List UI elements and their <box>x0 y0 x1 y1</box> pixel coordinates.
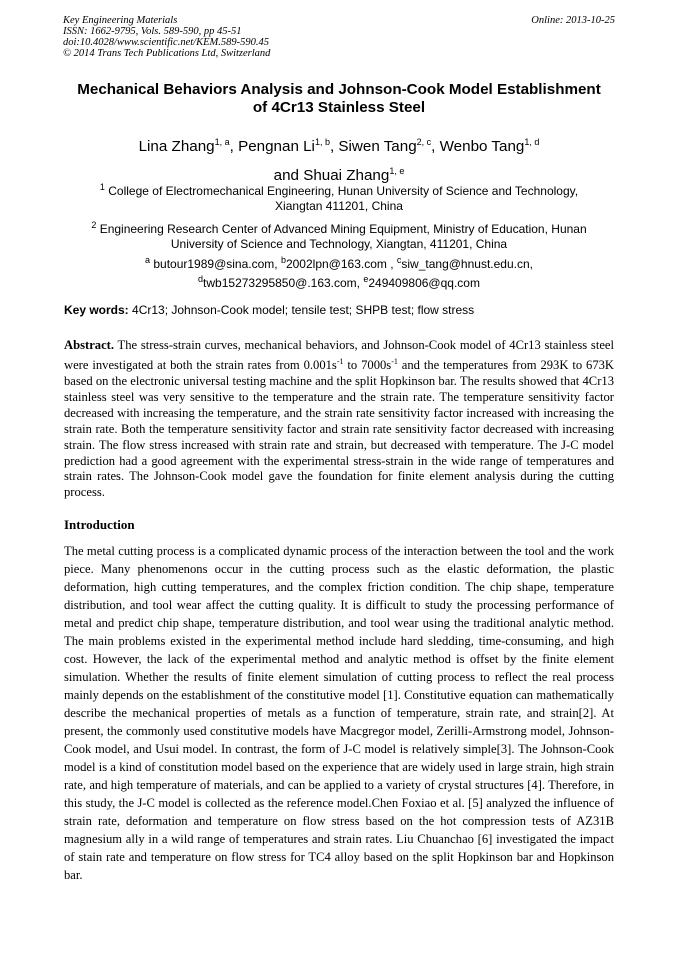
abstract-sup: -1 <box>336 356 344 366</box>
author-sup: 1, e <box>389 166 405 177</box>
introduction-body: The metal cutting process is a complicated dynamic process of the interaction between the tool and the work piece. Many phenomenons occur in the cutting process such as the elastic deformation, the plastic deformation, high cutting temperatures, and the complex friction condition. The chip shape, temperature distribution, and tool wear affect the cutting quality. It is difficult to study the processing performance of metal and predict chip shape, temperature distribution, and tool wear using the traditional analytic method. The main problems existed in the experimental method include hard sledding, time-consuming, and high cost. However, the lack of the experimental method and analytic method is offset by the finite element simulation. Whether the results of finite element simulation of cutting process to reflect the real process mainly depends on the establishment of the constitutive model [1]. Constitutive equation can mathematically describe the mechanical properties of metals as a function of temperature, strain rate, and strain[2]. At present, the commonly used constitutive models have Macgregor model, Zerilli-Armstrong model, Johnson-Cook model, and Usui model. In contrast, the form of J-C model is relatively simple[3]. The Johnson-Cook model is a kind of constitution model based on the experience that are widely used in large strain, high strain rate, and high temperature of materials, and can be applied to a variety of crystal structures [4]. Therefore, in this study, the J-C model is collected as the reference model.Chen Foxiao et al. [5] analyzed the influence of strain rate, deformation and temperature on flow stress based on the hot compression tests of AZ31B magnesium ally in a wild range of temperatures and strain rates. Liu Chuanchao [6] investigated the impact of stain rate and temperature on flow stress for TC4 alloy based on the split Hopkinson bar and Hopkinson bar. <box>64 544 614 882</box>
abstract-label: Abstract. <box>64 338 115 352</box>
author-sep: , <box>431 138 440 156</box>
journal-header <box>63 15 615 59</box>
emails-line-2 <box>56 272 622 291</box>
email-sup: d <box>198 274 204 284</box>
author-sup: 2, c <box>416 137 432 147</box>
author-sup: 1, d <box>524 137 540 147</box>
title-line-1: Mechanical Behaviors Analysis and Johnson-Cook Model Establishment <box>77 81 601 98</box>
author-sep: , <box>329 138 339 156</box>
journal-name: Key Engineering Materials <box>63 15 178 26</box>
abstract-text: to 7000s <box>343 358 392 373</box>
keywords-label: Key words: <box>64 303 129 317</box>
section-heading: Introduction <box>64 517 135 532</box>
author-name: and Shuai Zhang <box>273 167 390 185</box>
author-name: Siwen Tang <box>338 138 417 156</box>
email-sup: a <box>145 255 151 265</box>
authors-line-1 <box>40 130 638 159</box>
abstract-text: and the temperatures from 293K to 673K based on the electronic universal testing machine and the split Hopkinson bar. The results showed that 4Cr13 stainless steel was very sensitive to the temperature and the strain rate. The temperature sensitivity factor decreased with increasing the temperature, and the strain rate sensitivity factor increased with increasing the strain rate. Both the temperature sensitivity factor and strain rate sensitivity factor decreased with increasing strain. The flow stress increased with strain rate and strain, but decreased with temperature. The J-C model prediction had a good agreement with the experimental stress-strain in the wide range of temperatures and strain rates. The Johnson-Cook model gave the foundation for finite element analysis during the cutting process. <box>64 358 615 500</box>
affiliation-sup: 2 <box>91 220 97 230</box>
affiliation-2-line-2: University of Science and Technology, Xiangtan, 411201, China <box>170 237 508 251</box>
email-c[interactable]: siw_tang@hnust.edu.cn, <box>401 257 533 271</box>
abstract-sup: -1 <box>391 356 398 366</box>
email-sup: e <box>363 274 369 284</box>
author-sep: , <box>229 138 239 156</box>
affiliation-2-line-1 <box>56 218 622 237</box>
copyright-line: © 2014 Trans Tech Publications Ltd, Switzerland <box>63 48 271 59</box>
doi-line: doi:10.4028/www.scientific.net/KEM.589-590.45 <box>63 37 269 48</box>
affiliation-sup: 1 <box>99 182 105 192</box>
title-line-2: of 4Cr13 Stainless Steel <box>252 99 426 116</box>
affiliation-text: Engineering Research Center of Advanced Mining Equipment, Ministry of Education, Hunan <box>96 222 587 236</box>
abstract-text: The stress-strain curves, mechanical behaviors, and Johnson-Cook model of 4Cr13 stainless steel were investigated at both the strain rates from 0.001s <box>64 338 614 373</box>
author-name: Wenbo Tang <box>439 138 525 156</box>
affiliation-1-line-2: Xiangtan 411201, China <box>275 199 403 213</box>
email-e[interactable]: 249409806@qq.com <box>368 276 480 290</box>
emails-line-1 <box>56 253 622 272</box>
author-name: Lina Zhang <box>138 138 215 156</box>
affiliation-2 <box>56 218 622 252</box>
author-sup: 1, b <box>314 137 330 147</box>
email-sup: c <box>396 255 402 265</box>
email-sup: b <box>280 255 286 265</box>
paper-title <box>40 81 638 117</box>
online-date: Online: 2013-10-25 <box>531 15 615 26</box>
issn-line: ISSN: 1662-9795, Vols. 589-590, pp 45-51 <box>63 26 242 37</box>
keywords <box>64 303 614 318</box>
email-a[interactable]: butour1989@sina.com, <box>150 257 281 271</box>
author-emails <box>56 253 622 291</box>
affiliation-1 <box>56 180 622 214</box>
affiliation-text: College of Electromechanical Engineering, Hunan University of Science and Technology, <box>104 184 579 198</box>
email-b[interactable]: 2002lpn@163.com , <box>285 257 397 271</box>
abstract <box>64 338 614 501</box>
keywords-text: 4Cr13; Johnson-Cook model; tensile test; SHPB test; flow stress <box>128 303 475 317</box>
author-sup: 1, a <box>214 137 230 147</box>
email-d[interactable]: twb15273295850@.163.com, <box>203 276 364 290</box>
affiliation-1-line-1 <box>56 180 622 199</box>
author-name: Pengnan Li <box>238 138 315 156</box>
